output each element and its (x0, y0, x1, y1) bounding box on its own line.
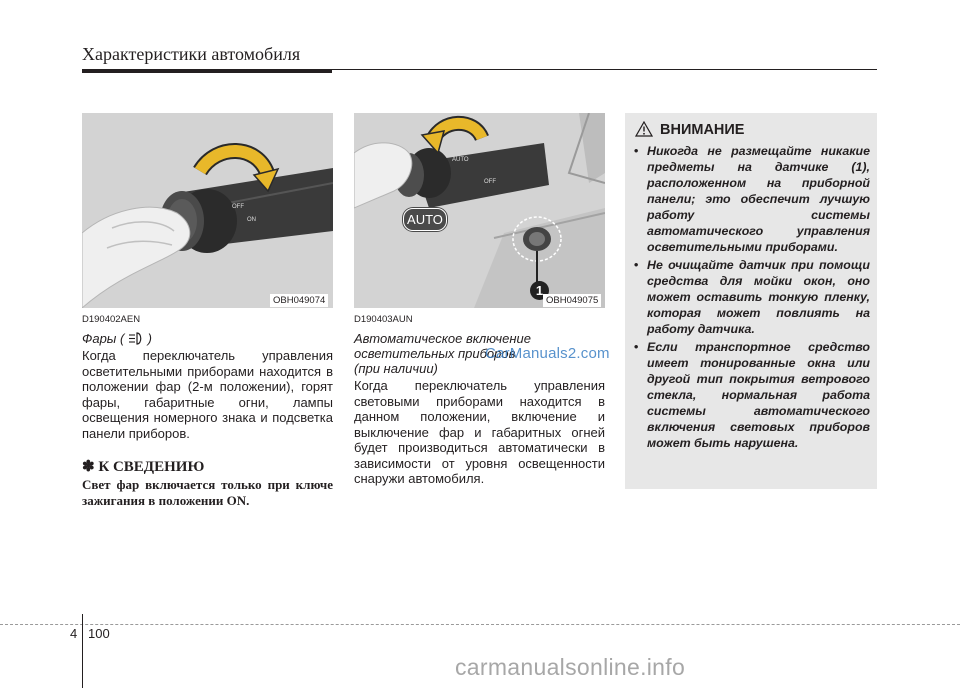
page-number: 100 (88, 626, 110, 641)
subheading-headlights (82, 331, 152, 346)
warning-list (632, 143, 870, 453)
svg-text:OFF: OFF (484, 179, 496, 185)
headlight-switch-illustration (82, 113, 333, 308)
photo-code-left: OBH049074 (270, 294, 328, 307)
auto-badge (403, 208, 447, 231)
auto-light-illustration (354, 113, 605, 308)
subheading-line: осветительных приборов (354, 346, 516, 361)
subheading-text: Фары ( (82, 331, 125, 346)
subheading-line: (при наличии) (354, 361, 438, 376)
footer-divider (82, 614, 83, 688)
paragraph-headlights: Когда переключатель управления осветительными приборами находится в положении фар (2-м положении), горят фары, габаритные огни, лампы освещения номерного знака и подсветка панели приборов. (82, 348, 333, 441)
page-header-title: Характеристики автомобиля (82, 44, 301, 64)
section-code-left: D190402AEN (82, 314, 141, 325)
warning-item: • Не очищайте датчик при помощи средства для мойки окон, оно может оставить тонкую пленку, которая может повлиять на работу датчика. (634, 258, 870, 336)
warning-triangle-icon (635, 121, 653, 137)
callout-badge: 1 (530, 281, 549, 300)
subheading-close: ) (147, 331, 152, 346)
note-heading: ✽ К СВЕДЕНИЮ (82, 459, 205, 475)
warning-item-text: Не очищайте датчик при помощи средства для мойки окон, оно может оставить тонкую пленку, которая может повлиять на работу датчика. (647, 258, 870, 336)
svg-text:OFF: OFF (232, 204, 244, 210)
warning-item: • Если транспортное средство имеет тонированные окна или другой тип покрытия ветрового стекла, нормальная работа системы автоматического включения световых приборов может быть нарушена. (634, 340, 870, 450)
auto-label: AUTO (407, 212, 443, 227)
note-text: Свет фар включается только при ключе зажигания в положении ON. (82, 477, 333, 508)
warning-item-text: Никогда не размещайте никакие предметы на датчике (1), расположенном на приборной панели; это обеспечит лучшую работу системы автоматического управления осветительными приборами. (647, 144, 870, 254)
warning-title: ВНИМАНИЕ (660, 122, 745, 138)
watermark-carmanualsonline: carmanualsonline.info (455, 654, 686, 680)
footer-rule (0, 624, 960, 625)
warning-item: • Никогда не размещайте никакие предметы на датчике (1), расположенном на приборной панели; это обеспечит лучшую работу системы автоматического управления осветительными приборами. (634, 144, 870, 254)
photo-code-middle: OBH049075 (543, 294, 601, 307)
headlight-icon (128, 332, 144, 345)
paragraph-auto-light: Когда переключатель управления световыми приборами находится в данном положении, включение и выключение фар и габаритных огней будет производиться автоматически в зависимости от уровня освещенности снаружи автомобиля. (354, 378, 605, 486)
watermark-carmanuals2: CarManuals2.com (485, 345, 610, 362)
svg-text:AUTO: AUTO (452, 157, 469, 163)
chapter-number: 4 (70, 626, 78, 641)
section-code-middle: D190403AUN (354, 314, 413, 325)
auto-light-photo (354, 113, 605, 308)
headlight-switch-photo (82, 113, 333, 308)
warning-item-text: Если транспортное средство имеет тонированные окна или другой тип покрытия ветрового стекла, нормальная работа системы автоматического включения световых приборов может быть нарушена. (647, 340, 870, 450)
subheading-line: Автоматическое включение (354, 331, 531, 346)
header-rule-accent (82, 69, 332, 73)
svg-text:ON: ON (247, 217, 256, 223)
